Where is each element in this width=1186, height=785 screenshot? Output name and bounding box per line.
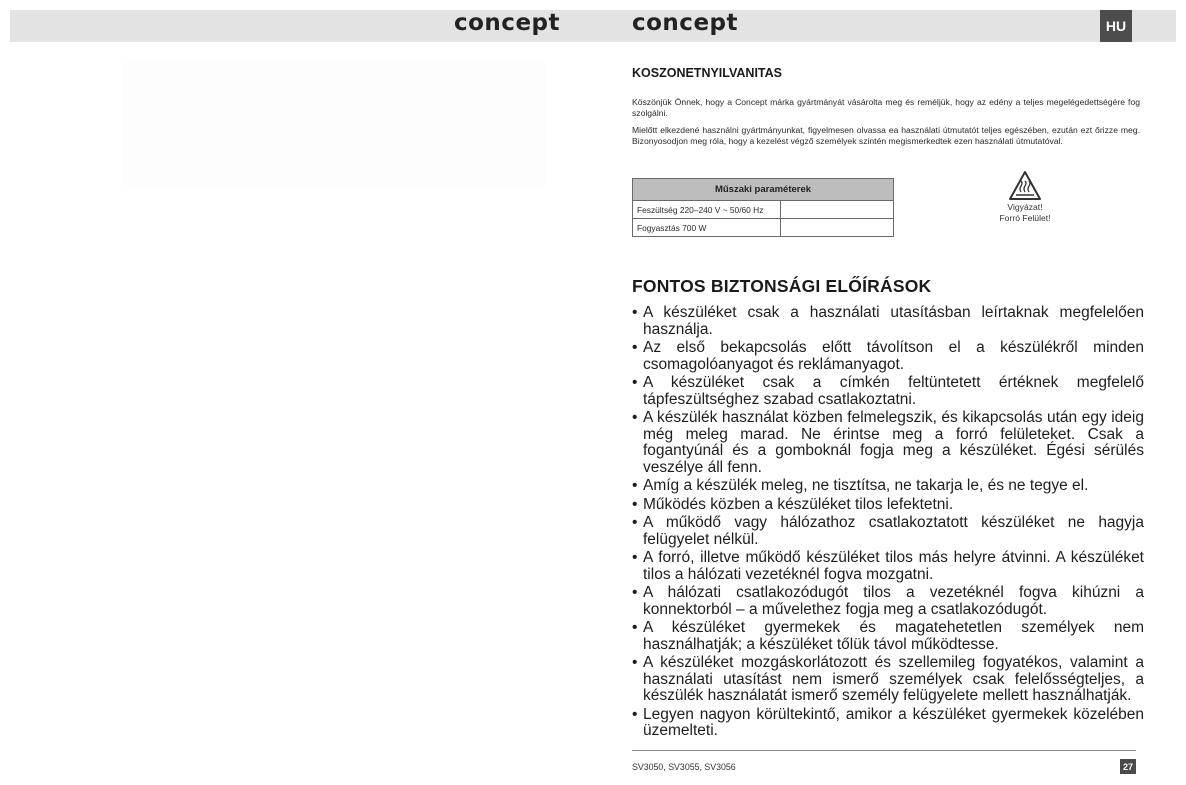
brand-logo-left: concept [454, 10, 561, 36]
spec-label: Fogyasztás 700 W [633, 219, 781, 237]
table-row [633, 219, 894, 237]
spec-value [781, 219, 894, 237]
safety-title: FONTOS BIZTONSÁGI ELŐÍRÁSOK [632, 276, 932, 296]
warning-hot-surface-text: Forró Felület! [999, 213, 1051, 223]
footer-model-numbers: SV3050, SV3055, SV3056 [632, 762, 736, 772]
language-badge: HU [1100, 10, 1132, 42]
acknowledgement-paragraph: Mielőtt elkezdené használni gyártmányunkat, figyelmesen olvassa ea használati útmutatót teljes egészében, ezután ezt őrizze meg. Bizonyosodjon meg róla, hogy a kezelést végző személyek szintén megismerkedtek ezen használati útmutatóval. [632, 125, 1140, 146]
acknowledgement-paragraph: Köszönjük Önnek, hogy a Concept márka gyártmányát vásárolta meg és reméljük, hogy az edény a teljes megelégedettségére fog szolgálni. [632, 97, 1140, 118]
hot-surface-warning [990, 170, 1060, 224]
blank-left-page [122, 62, 546, 186]
footer-divider [632, 750, 1136, 751]
brand-logo-right: concept [632, 10, 739, 36]
specs-header: Műszaki paraméterek [633, 179, 894, 201]
specs-header-row [633, 179, 894, 201]
acknowledgement-section [632, 66, 1140, 147]
list-item: • Működés közben a készüléket tilos lefektetni. [632, 497, 1144, 514]
list-item: • A készüléket csak a használati utasításban leírtaknak megfelelően használja. [632, 305, 1144, 338]
list-item: • A hálózati csatlakozódugót tilos a vezetéknél fogva kihúzni a konnektorból – a művelethez fogja meg a csatlakozódugót. [632, 585, 1144, 618]
list-item: • Amíg a készülék meleg, ne tisztítsa, ne takarja le, és ne tegye el. [632, 478, 1144, 495]
list-item: • Legyen nagyon körültekintő, amikor a készüléket gyermekek közelében üzemelteti. [632, 707, 1144, 740]
list-item: • A készüléket csak a címkén feltüntetett értéknek megfelelő tápfeszültséghez szabad csatlakoztatni. [632, 375, 1144, 408]
header-bar [10, 10, 1176, 42]
spec-value [781, 201, 894, 219]
page-number: 27 [1120, 759, 1136, 774]
specs-table [632, 178, 894, 237]
list-item: • A működő vagy hálózathoz csatlakoztatott készüléket ne hagyja felügyelet nélkül. [632, 515, 1144, 548]
acknowledgement-title: KOSZONETNYILVANITAS [632, 66, 782, 80]
list-item: • A készüléket gyermekek és magatehetetlen személyek nem használhatják; a készüléket tőlük távol működtesse. [632, 620, 1144, 653]
list-item: • A készülék használat közben felmelegszik, és kikapcsolás után egy ideig még meleg marad. Ne érintse meg a forró felületeket. Csak a fogantyúnál és a gomboknál fogja meg a készüléket. Égési sérülés veszélye áll fenn. [632, 410, 1144, 476]
table-row [633, 201, 894, 219]
list-item: • Az első bekapcsolás előtt távolítson el a készülékről minden csomagolóanyagot és reklámanyagot. [632, 340, 1144, 373]
list-item: • A forró, illetve működő készüléket tilos más helyre átvinni. A készüléket tilos a hálózati vezetéknél fogva mozgatni. [632, 550, 1144, 583]
spec-label: Feszültség 220–240 V ~ 50/60 Hz [633, 201, 781, 219]
warning-caution-text: Vigyázat! [1007, 202, 1043, 212]
hot-surface-warning-icon [1008, 170, 1042, 202]
list-item: • A készüléket mozgáskorlátozott és szellemileg fogyatékos, valamint a használati utasítást nem ismerő személyek csak felelősségteljes, a készülék használatát ismerő személy felügyelete mellett használhatják. [632, 655, 1144, 705]
safety-list [632, 305, 1144, 742]
